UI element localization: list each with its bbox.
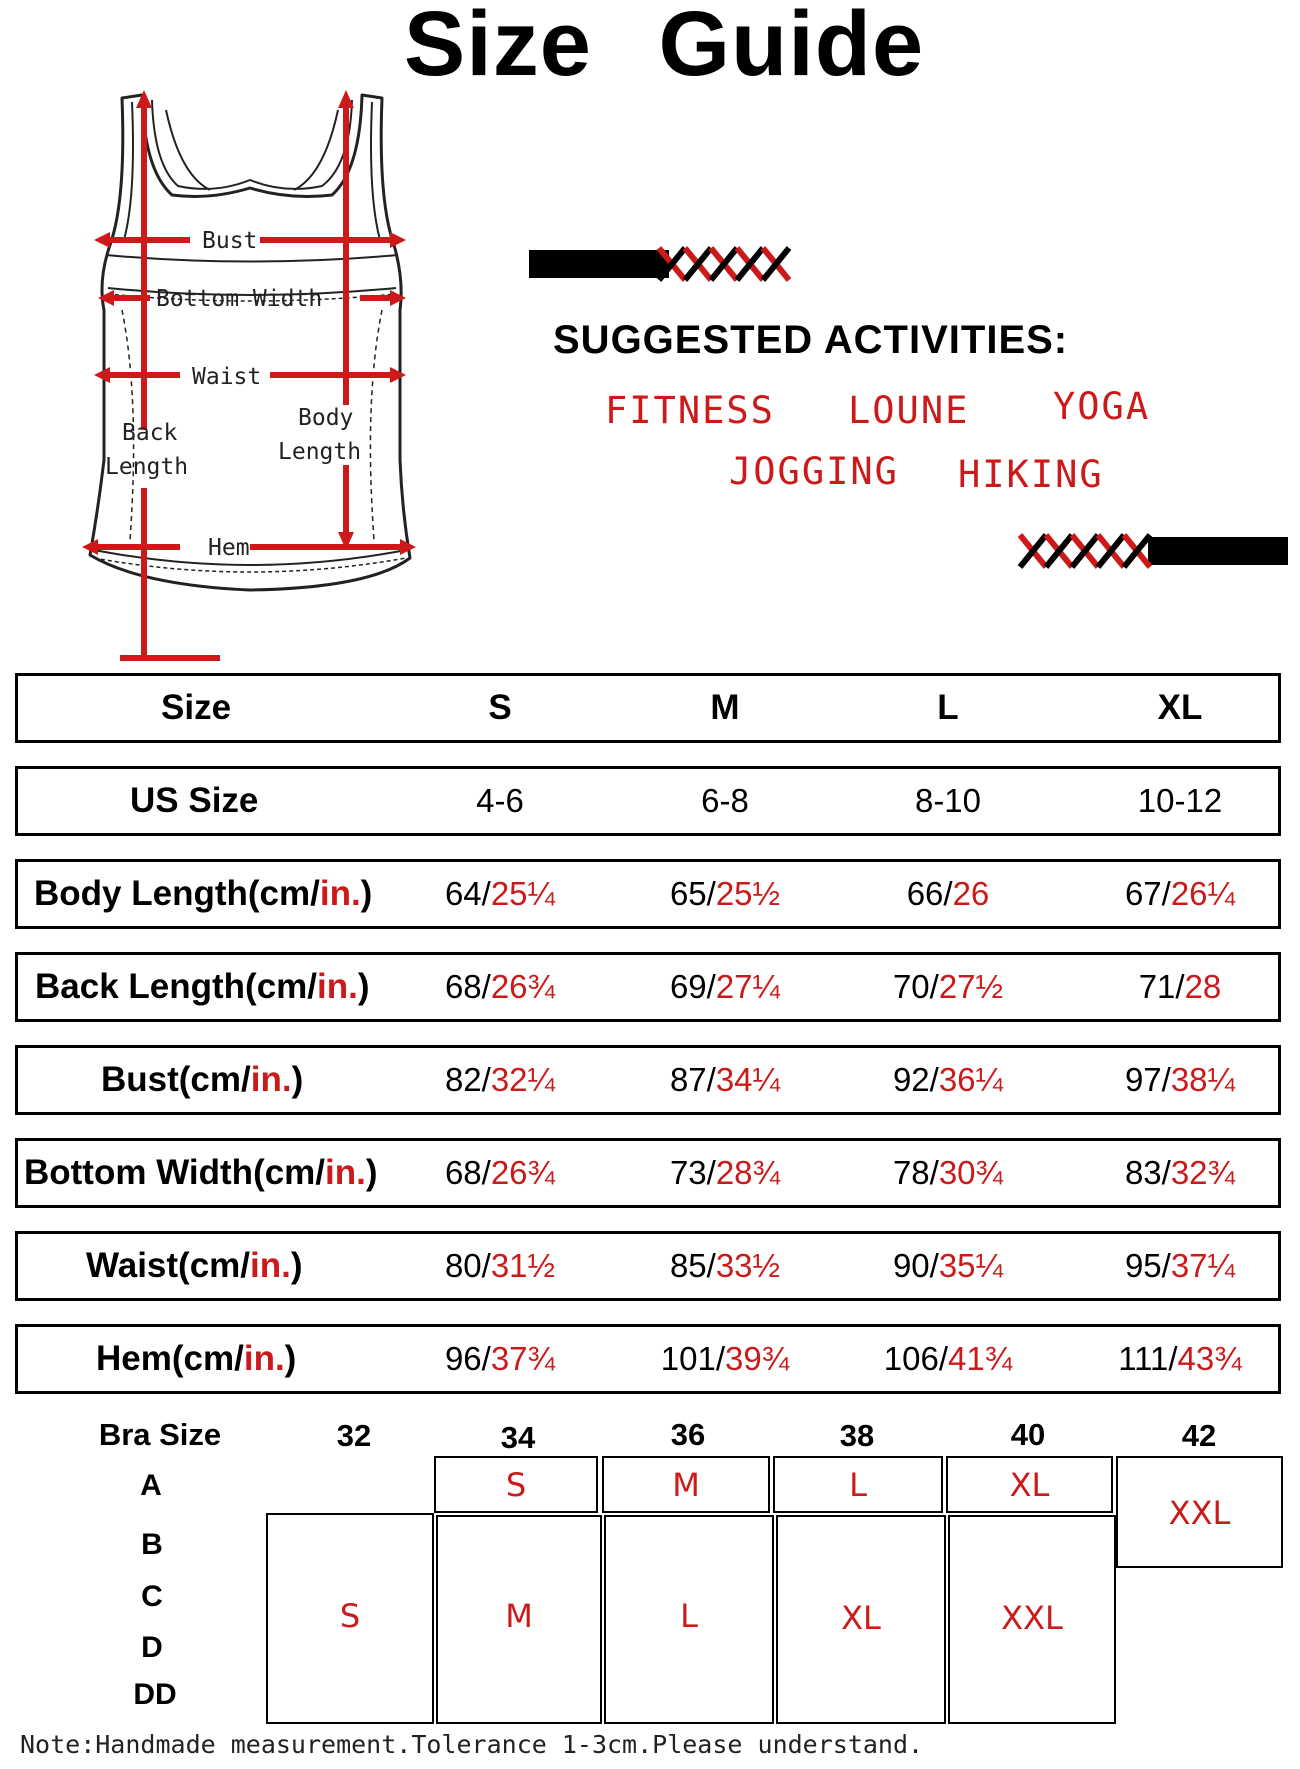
us-size-m: 6-8 xyxy=(701,782,749,819)
activity-fitness: FITNESS xyxy=(605,389,775,432)
body-length-s: 64/25¼ xyxy=(444,875,556,912)
hem-label: Hem xyxy=(208,535,250,561)
cup-c: C xyxy=(141,1580,163,1613)
waist-label-cell: Waist(cm/in.) xyxy=(86,1246,303,1285)
back-length-xl: 71/28 xyxy=(1138,968,1222,1005)
bra-col-38: 38 xyxy=(839,1418,875,1453)
bust-label: Bust xyxy=(202,228,258,254)
size-header-row xyxy=(15,673,1281,743)
activity-loune: LOUNE xyxy=(848,389,970,432)
bra-42-cell: XXL xyxy=(1116,1456,1283,1568)
back-length-label-line2: Length xyxy=(105,454,189,480)
bra-a-34-cell: S xyxy=(434,1456,598,1513)
bust-m: 87/34¼ xyxy=(669,1061,781,1098)
size-xl: XL xyxy=(1157,688,1203,727)
us-size-row xyxy=(15,766,1281,836)
bottom-width-label-cell: Bottom Width(cm/in.) xyxy=(24,1153,378,1192)
waist-xl: 95/37¼ xyxy=(1124,1247,1236,1284)
back-length-l: 70/27½ xyxy=(892,968,1004,1005)
bottom-width-label: Bottom Width xyxy=(156,286,323,312)
bust-row xyxy=(15,1045,1281,1115)
cup-a: A xyxy=(140,1469,162,1502)
hem-l: 106/41¾ xyxy=(883,1340,1013,1377)
us-size-l: 8-10 xyxy=(914,782,982,819)
size-l: L xyxy=(937,688,959,727)
cup-d: D xyxy=(141,1631,163,1664)
activity-yoga: YOGA xyxy=(1053,385,1151,428)
back-length-m: 69/27¼ xyxy=(669,968,781,1005)
activity-jogging: JOGGING xyxy=(729,450,899,493)
tolerance-note: Note:Handmade measurement.Tolerance 1-3cm.Please understand. xyxy=(20,1730,924,1759)
body-length-xl: 67/26¼ xyxy=(1124,875,1236,912)
tank-top-diagram xyxy=(70,80,430,670)
bra-a-38-cell: L xyxy=(773,1456,943,1513)
bottom-width-xl: 83/32¾ xyxy=(1124,1154,1236,1191)
hem-row xyxy=(15,1324,1281,1394)
bra-a-40-cell: XL xyxy=(946,1456,1113,1513)
body-length-l: 66/26 xyxy=(906,875,990,912)
bust-xl: 97/38¼ xyxy=(1124,1061,1236,1098)
bra-bcd-40-cell: XXL xyxy=(948,1515,1116,1724)
waist-l: 90/35¼ xyxy=(892,1247,1004,1284)
back-length-label: Back Length(cm/in.) xyxy=(35,967,370,1006)
hem-s: 96/37¾ xyxy=(444,1340,556,1377)
activity-hiking: HIKING xyxy=(958,453,1104,496)
hem-xl: 111/43¾ xyxy=(1118,1340,1242,1377)
bra-size-label: Bra Size xyxy=(98,1417,222,1452)
bra-col-40: 40 xyxy=(1010,1417,1046,1452)
bra-col-42: 42 xyxy=(1181,1418,1217,1453)
bra-col-34: 34 xyxy=(500,1420,536,1455)
bra-bcd-32-cell: S xyxy=(266,1513,434,1724)
us-size-s: 4-6 xyxy=(476,782,524,819)
bra-a-36-cell: M xyxy=(602,1456,770,1513)
size-header-label: Size xyxy=(161,688,232,727)
us-size-xl: 10-12 xyxy=(1137,782,1223,819)
body-length-label-line1: Body xyxy=(298,405,354,431)
us-size-label: US Size xyxy=(130,781,259,820)
back-length-s: 68/26¾ xyxy=(444,968,556,1005)
decorative-cross-stitch-right xyxy=(1014,531,1288,571)
back-length-row xyxy=(15,952,1281,1022)
bottom-width-s: 68/26¾ xyxy=(444,1154,556,1191)
bust-l: 92/36¼ xyxy=(892,1061,1004,1098)
bottom-width-l: 78/30¾ xyxy=(892,1154,1004,1191)
waist-row xyxy=(15,1231,1281,1301)
bra-bcd-36-cell: L xyxy=(604,1515,774,1724)
bra-bcd-38-cell: XL xyxy=(776,1515,946,1724)
suggested-activities-title: SUGGESTED ACTIVITIES: xyxy=(553,318,1069,362)
bust-s: 82/32¼ xyxy=(444,1061,556,1098)
waist-m: 85/33½ xyxy=(669,1247,781,1284)
back-length-label-line1: Back xyxy=(122,420,178,446)
bust-label-cell: Bust(cm/in.) xyxy=(101,1060,304,1099)
bra-bcd-34-cell: M xyxy=(436,1515,602,1724)
body-length-label-line2: Length xyxy=(278,439,362,465)
bottom-width-row xyxy=(15,1138,1281,1208)
body-length-label: Body Length(cm/in.) xyxy=(34,874,373,913)
body-length-row xyxy=(15,859,1281,929)
bottom-width-m: 73/28¾ xyxy=(669,1154,781,1191)
body-length-m: 65/25½ xyxy=(669,875,781,912)
decorative-cross-stitch-left xyxy=(529,244,799,284)
page-title: Size Guide xyxy=(403,0,925,95)
size-s: S xyxy=(488,688,512,727)
bra-col-32: 32 xyxy=(336,1418,372,1453)
cup-b: B xyxy=(141,1528,163,1561)
cup-dd: DD xyxy=(133,1678,177,1711)
hem-label-cell: Hem(cm/in.) xyxy=(96,1339,297,1378)
bra-col-36: 36 xyxy=(670,1417,706,1452)
waist-s: 80/31½ xyxy=(444,1247,556,1284)
waist-label: Waist xyxy=(192,364,262,390)
hem-m: 101/39¾ xyxy=(660,1340,790,1377)
size-m: M xyxy=(710,688,740,727)
